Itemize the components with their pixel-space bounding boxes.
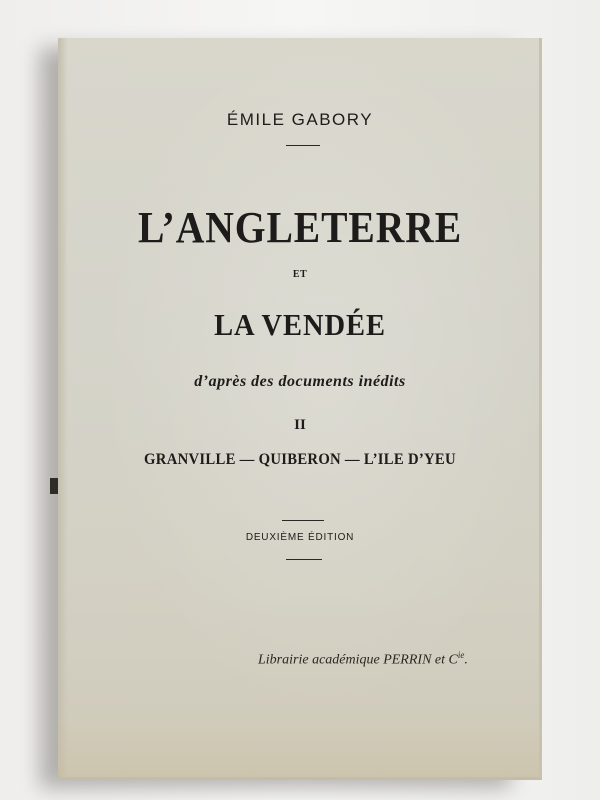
publisher-name: Librairie académique PERRIN et C (258, 652, 458, 668)
publisher-period: . (464, 652, 468, 668)
tagline: d’après des documents inédits (194, 373, 406, 390)
page-tab (50, 478, 58, 494)
divider-rule (286, 559, 322, 560)
book-subtitle: LA VENDÉE (214, 307, 386, 342)
book-cover (58, 38, 542, 780)
edition-label: DEUXIÈME ÉDITION (245, 532, 355, 543)
book-title: L’ANGLETERRE (137, 203, 463, 252)
publisher-line (258, 650, 538, 669)
author-name: ÉMILE GABORY (226, 110, 374, 129)
volume-number: II (294, 417, 306, 433)
divider-rule (286, 145, 320, 146)
title-conjunction: ET (292, 269, 308, 280)
publisher-suffix: ie (457, 650, 465, 660)
places-line: GRANVILLE — QUIBERON — L’ILE D’YEU (144, 451, 456, 468)
divider-rule (282, 520, 324, 521)
